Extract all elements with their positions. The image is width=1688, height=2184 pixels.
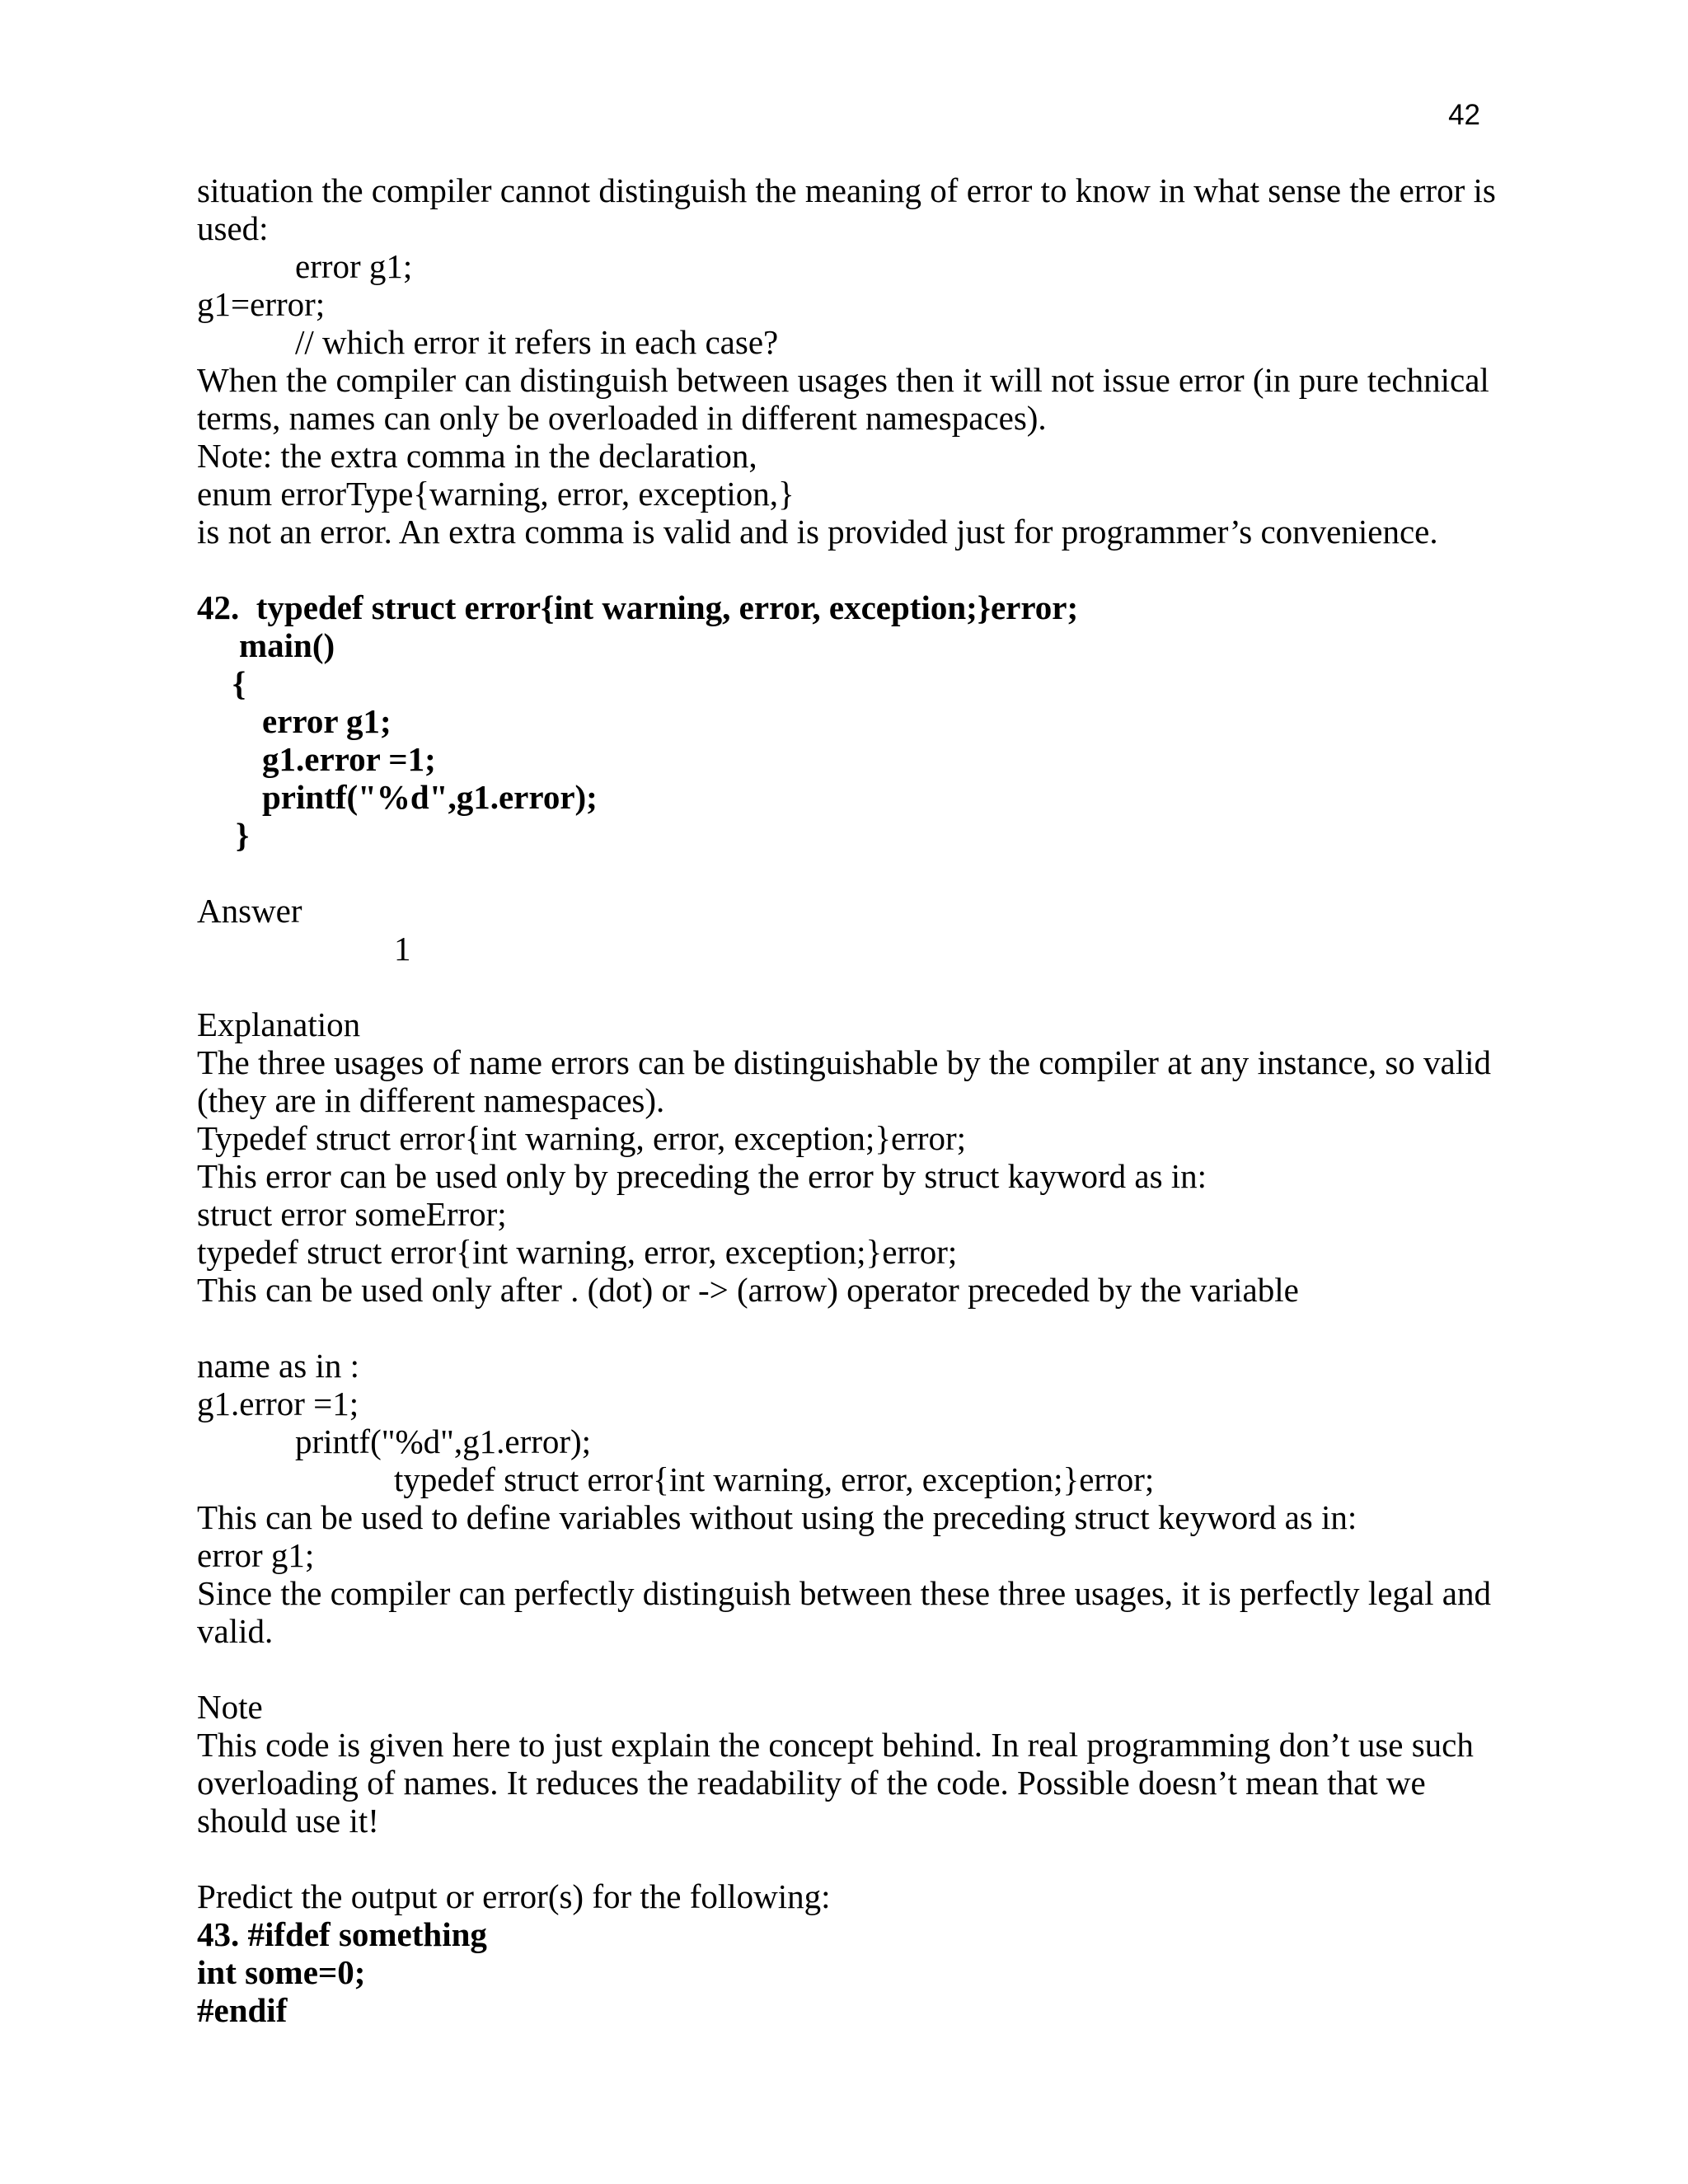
explanation-line-13: error g1; xyxy=(197,1536,315,1574)
q43-line-3: #endif xyxy=(197,1991,288,2029)
intro-line-9: enum errorType{warning, error, exception,} xyxy=(197,475,795,513)
intro-line-7: terms, names can only be overloaded in different namespaces). xyxy=(197,399,1047,437)
intro-line-10: is not an error. An extra comma is valid and is provided just for programmer’s convenience. xyxy=(197,513,1438,551)
intro-line-8: Note: the extra comma in the declaration, xyxy=(197,437,757,475)
q43-line-2: int some=0; xyxy=(197,1953,366,1991)
explanation-label: Explanation xyxy=(197,1005,361,1043)
q42-line-5: g1.error =1; xyxy=(262,740,436,778)
explanation-line-3: Typedef struct error{int warning, error, exception;}error; xyxy=(197,1119,967,1157)
q42-line-1: 42. typedef struct error{int warning, error, exception;}error; xyxy=(197,588,1079,626)
q42-line-3: { xyxy=(232,664,246,702)
explanation-line-12: This can be used to define variables without using the preceding struct keyword as in: xyxy=(197,1498,1357,1536)
intro-code-comment: // which error it refers in each case? xyxy=(295,323,779,361)
explanation-line-7: This can be used only after . (dot) or -> (arrow) operator preceded by the variable xyxy=(197,1271,1299,1309)
answer-label: Answer xyxy=(197,892,302,930)
explanation-line-6: typedef struct error{int warning, error, exception;}error; xyxy=(197,1233,958,1271)
intro-line-1: situation the compiler cannot distinguish the meaning of error to know in what sense the error is xyxy=(197,171,1496,209)
predict-prompt: Predict the output or error(s) for the following: xyxy=(197,1877,831,1915)
q42-line-6: printf("%d",g1.error); xyxy=(262,778,598,816)
note-line-1: This code is given here to just explain the concept behind. In real programming don’t use such xyxy=(197,1726,1474,1764)
explanation-line-4: This error can be used only by preceding the error by struct kayword as in: xyxy=(197,1157,1207,1195)
explanation-line-15: valid. xyxy=(197,1612,274,1650)
intro-code-line-1: error g1; xyxy=(295,247,413,285)
explanation-line-5: struct error someError; xyxy=(197,1195,507,1233)
answer-value: 1 xyxy=(394,930,411,968)
explanation-line-9: g1.error =1; xyxy=(197,1385,359,1422)
explanation-line-1: The three usages of name errors can be distinguishable by the compiler at any instance, so valid xyxy=(197,1043,1492,1081)
note-line-3: should use it! xyxy=(197,1802,379,1840)
note-line-2: overloading of names. It reduces the readability of the code. Possible doesn’t mean that we xyxy=(197,1764,1426,1802)
note-label: Note xyxy=(197,1688,263,1726)
explanation-line-10: printf("%d",g1.error); xyxy=(295,1422,592,1460)
q42-line-7: } xyxy=(236,816,250,854)
q42-line-2: main() xyxy=(239,626,335,664)
explanation-line-14: Since the compiler can perfectly distinguish between these three usages, it is perfectly legal and xyxy=(197,1574,1491,1612)
intro-line-2: used: xyxy=(197,209,269,247)
explanation-line-11: typedef struct error{int warning, error, exception;}error; xyxy=(394,1460,1155,1498)
q42-line-4: error g1; xyxy=(262,702,392,740)
q43-line-1: 43. #ifdef something xyxy=(197,1915,487,1953)
explanation-line-8: name as in : xyxy=(197,1347,359,1385)
page-number: 42 xyxy=(1448,99,1480,131)
explanation-line-2: (they are in different namespaces). xyxy=(197,1081,665,1119)
intro-line-6: When the compiler can distinguish between usages then it will not issue error (in pure technical xyxy=(197,361,1489,399)
intro-code-line-2: g1=error; xyxy=(197,285,326,323)
